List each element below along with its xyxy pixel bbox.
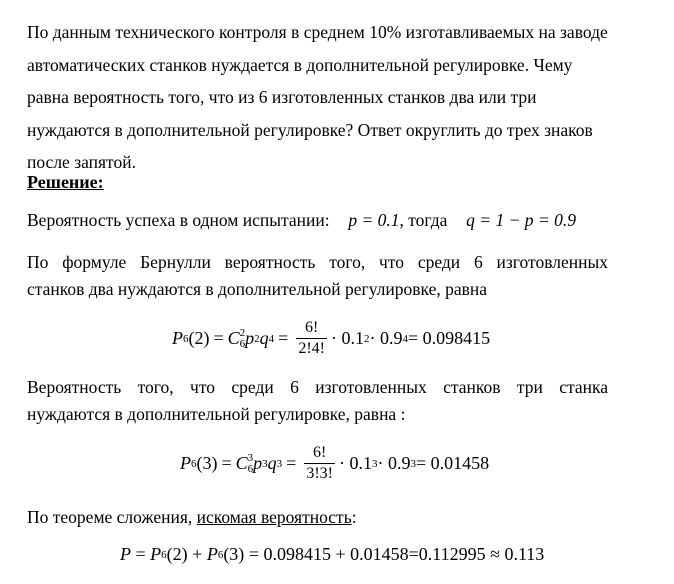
formula-symbol: p <box>245 328 255 348</box>
solution-heading: Решение: <box>27 172 104 192</box>
formula-symbol: P <box>120 544 131 564</box>
formula-subscript: 6 <box>217 548 224 561</box>
problem-line: нуждаются в дополнительной регулировке? Ответ округлить до трех знаков <box>27 119 593 140</box>
formula-superscript: 3 <box>276 457 283 470</box>
formula-subscript: 6 <box>247 462 254 475</box>
formula-superscript: 3 <box>371 457 378 470</box>
equals-sign: = <box>213 328 224 348</box>
formula-result: = 0.098415 + 0.01458=0.112995 ≈ 0.113 <box>244 544 545 564</box>
formula-argument: (2) <box>188 328 210 348</box>
formula-symbol: P <box>180 453 191 473</box>
equals-sign: = <box>278 328 289 348</box>
success-probability-line <box>27 210 576 231</box>
formula-argument: (3) <box>196 453 218 473</box>
formula-superscript: 4 <box>268 332 275 345</box>
problem-statement <box>27 16 657 179</box>
formula-argument: (2) <box>166 544 188 564</box>
plus-sign: + <box>187 544 207 564</box>
formula-subscript: 6 <box>183 332 189 345</box>
equals-sign: = <box>286 453 297 473</box>
bernoulli-line: станков два нуждаются в дополнительной регулировке, равна <box>27 279 488 299</box>
formula-subscript: 6 <box>239 337 246 350</box>
formula-superscript: 2 <box>239 326 246 339</box>
fraction-numerator: 6! <box>312 444 327 461</box>
formula-symbol: p <box>253 453 263 473</box>
formula-term: · 0.1 <box>330 328 364 348</box>
problem-line: По данным технического контроля в среднем 10% изготавливаемых на заводе <box>27 22 608 42</box>
formula-subscript: 6 <box>161 548 167 561</box>
theorem-underlined: искомая вероятность <box>196 507 352 527</box>
success-text: Вероятность успеха в одном испытании: <box>27 210 330 230</box>
problem-line: автоматических станков нуждается в дополнительной регулировке. Чему <box>27 54 573 75</box>
three-stations-line: Вероятность того, что среди 6 изготовленных станков три станка <box>27 377 608 397</box>
formula-symbol: q <box>259 328 269 348</box>
fraction-denominator: 2!4! <box>298 340 325 357</box>
formula-result: = 0.098415 <box>407 328 491 348</box>
combination-symbol: C <box>227 328 240 348</box>
bernoulli-formula-three <box>180 443 489 484</box>
formula-symbol: P <box>150 544 162 564</box>
equals-sign: = <box>221 453 232 473</box>
formula-symbol: P <box>172 328 183 348</box>
equals-sign: = <box>131 544 151 564</box>
factorial-fraction <box>304 443 335 484</box>
formula-result: = 0.01458 <box>415 453 490 473</box>
three-stations-line: нуждаются в дополнительной регулировке, равна : <box>27 404 406 424</box>
problem-line: после запятой. <box>27 152 136 172</box>
final-formula <box>120 544 544 565</box>
combination-symbol: C <box>235 453 248 473</box>
formula-superscript: 3 <box>247 451 254 464</box>
bernoulli-line: По формуле Бернулли вероятность того, что среди 6 изготовленных <box>27 252 608 272</box>
fraction-numerator: 6! <box>304 319 319 336</box>
formula-symbol: P <box>206 544 218 564</box>
formula-subscript: 6 <box>191 457 197 470</box>
p-value: p = 0.1 <box>348 210 400 230</box>
theorem-line <box>27 507 357 528</box>
q-value: q = 1 − p = 0.9 <box>466 210 576 230</box>
theorem-prefix: По теореме сложения, <box>27 507 193 527</box>
fraction-denominator: 3!3! <box>306 465 333 482</box>
then-word: , тогда <box>399 210 448 230</box>
formula-superscript: 2 <box>254 332 260 345</box>
formula-superscript: 4 <box>402 332 408 345</box>
theorem-suffix: : <box>351 507 357 527</box>
formula-superscript: 3 <box>410 457 416 470</box>
formula-term: · 0.9 <box>369 328 403 348</box>
formula-superscript: 3 <box>262 457 268 470</box>
factorial-fraction <box>296 318 327 359</box>
formula-symbol: q <box>267 453 277 473</box>
formula-argument: (3) <box>223 544 245 564</box>
bernoulli-formula-two <box>172 318 490 359</box>
formula-term: · 0.9 <box>377 453 411 473</box>
problem-line: равна вероятность того, что из 6 изготовленных станков два или три <box>27 87 537 107</box>
formula-superscript: 2 <box>363 332 370 345</box>
formula-term: · 0.1 <box>338 453 372 473</box>
